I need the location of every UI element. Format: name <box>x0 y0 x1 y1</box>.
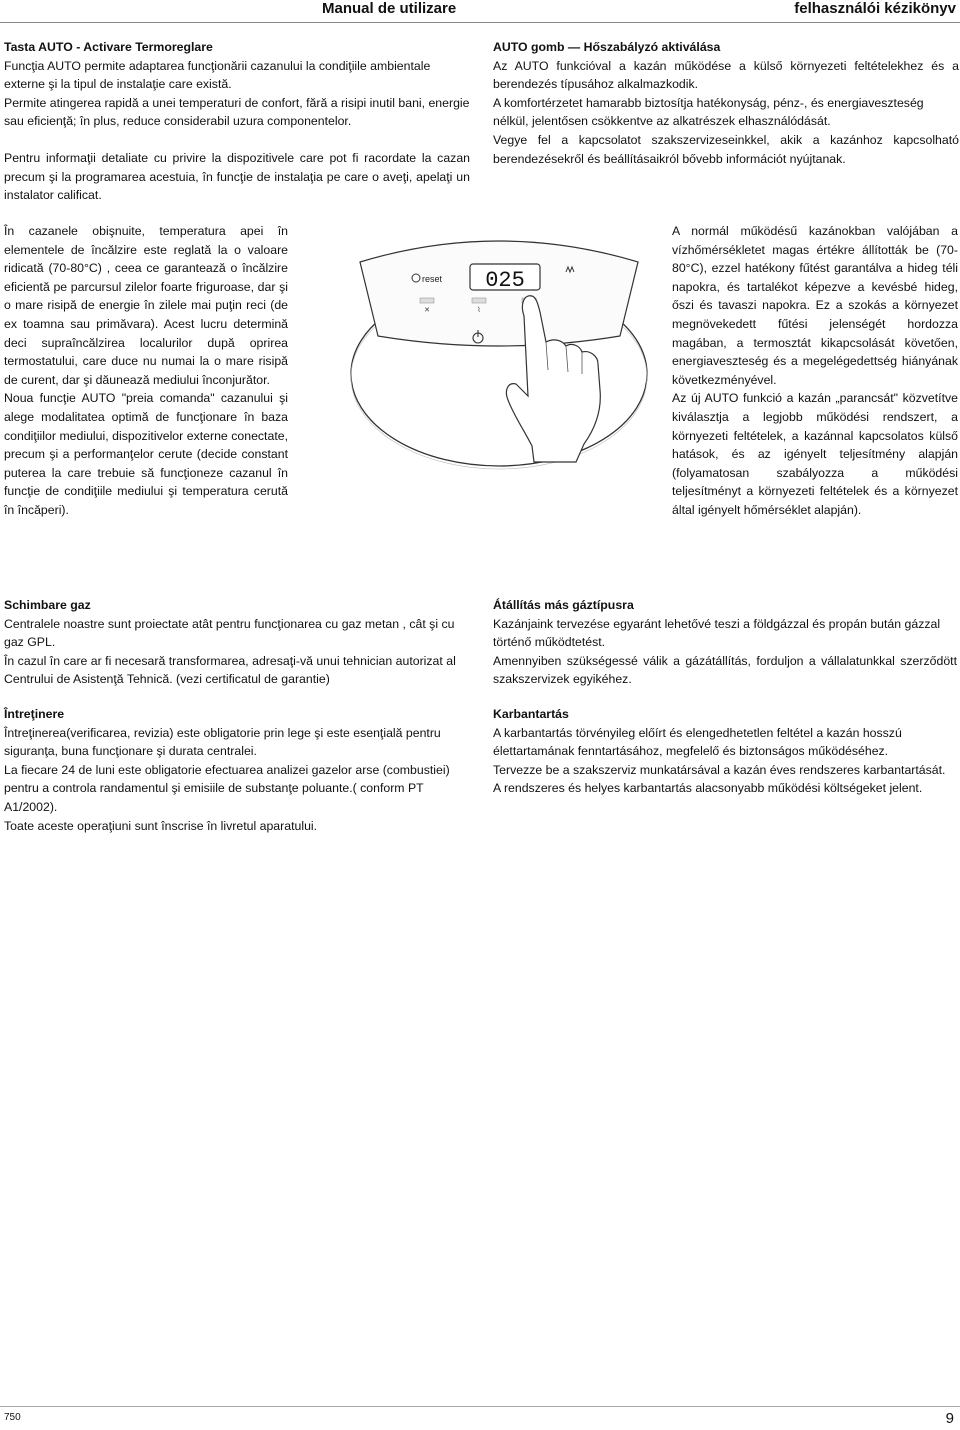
hu-maintenance-paragraph-2: Tervezze be a szakszerviz munkatársával a kazán éves rendszeres karbantartását. <box>493 762 946 777</box>
hu-auto-paragraph-3: Vegye fel a kapcsolatot szakszervizeseinkkel, akik a kazánhoz kapcsolható berendezésekről és beállításaikról bővebb információt nyújtanak. <box>493 132 959 166</box>
header-title-ro: Manual de utilizare <box>322 0 457 17</box>
ro-auto-paragraph-2: Permite atingerea rapidă a unei temperaturi de confort, fără a risipi inutil bani, energie sau eficienţă; în plus, reduce considerabil uzura componentelor. <box>4 95 470 129</box>
panel-top <box>360 241 638 346</box>
hu-auto-paragraph-2: A komfortérzetet hamarabb biztosítja hatékonyság, pénz-, és energiaveszteség nélkül, jelentősen csökkentve az alkatrészek elhasználódását. <box>493 95 924 129</box>
ro-maintenance-paragraph-1: Întreţinerea(verificarea, revizia) este obligatorie prin lege şi este esenţială pentru siguranţa, buna funcţionare şi durata centralei. <box>4 725 441 759</box>
ro-middle-section <box>4 222 288 520</box>
footer-model: 750 <box>4 1412 21 1423</box>
control-panel-illustration <box>348 224 650 470</box>
ro-service-section <box>4 596 466 835</box>
hu-gas-paragraph-2: Amennyiben szükségessé válik a gázátállítás, forduljon a vállalatunkkal szerződött szakszervizek egyikéhez. <box>493 653 957 687</box>
page-number: 9 <box>945 1410 954 1427</box>
ro-maintenance-title: Întreţinere <box>4 706 65 721</box>
hu-auto-paragraph-1: Az AUTO funkcióval a kazán működése a külső környezeti feltételekhez és a berendezés típusához alkalmazkodik. <box>493 58 959 92</box>
tap-icon: ⌇ <box>477 306 481 314</box>
page-header <box>0 0 960 24</box>
header-title-hu: felhasználói kézikönyv <box>794 0 956 17</box>
ro-maintenance-paragraph-3: Toate aceste operaţiuni sunt înscrise în livretul aparatului. <box>4 818 318 833</box>
hu-maintenance-title: Karbantartás <box>493 706 569 721</box>
hu-auto-title: AUTO gomb — Hőszabályzó aktiválása <box>493 40 721 54</box>
ro-auto-paragraph-3: Pentru informaţii detaliate cu privire la dispozitivele care pot fi racordate la cazan precum şi la programarea acestuia, în funcţie de instalaţia pe care o aveţi, apelaţi un instalator calificat. <box>4 150 470 203</box>
ro-auto-title: Tasta AUTO - Activare Termoreglare <box>4 40 213 54</box>
control-panel-svg <box>348 224 650 470</box>
ro-gas-paragraph-2: În cazul în care ar fi necesară transformarea, adresaţi-vă unui tehnician autorizat al Centrului de Asistenţă Tehnică. (vezi certificatul de garantie) <box>4 653 456 687</box>
flame-icon: ✕ <box>424 306 430 314</box>
hu-gas-paragraph-1: Kazánjaink tervezése egyaránt lehetővé teszi a földgázzal és propán bután gázzal történő működtetést. <box>493 616 941 650</box>
reset-label: reset <box>422 274 443 284</box>
indicator-left <box>420 298 434 303</box>
ro-auto-paragraph-1: Funcţia AUTO permite adaptarea funcţionării cazanului la condiţiile ambientale externe şi la tipul de instalaţie care există. <box>4 58 431 92</box>
hu-service-section <box>493 596 957 798</box>
hu-maintenance-paragraph-3: A rendszeres és helyes karbantartás alacsonyabb működési költségeket jelent. <box>493 781 923 796</box>
ro-middle-paragraph-1: În cazanele obişnuite, temperatura apei în elementele de încălzire este reglată la o valoare ridicată (70-80°C) , ceea ce garantează o încălzire eficientă pe parcursul zilelor foarte friguroase, dar şi o mare risipă de energie în zilele mai puţin reci (de ex toamna sau primăvara). Acest lucru determină deci supraîncălzirea localurilor după oprirea termostatului, care duce nu numai la o mare risipă de curent, dar şi dăunează mediului înconjurător. <box>4 224 288 387</box>
ro-maintenance-paragraph-2: La fiecare 24 de luni este obligatorie efectuarea analizei gazelor arse (combustiei) pentru a controla randamentul şi emisiile de substanţe poluante.( conform PT A1/2002). <box>4 762 450 814</box>
hu-auto-section <box>493 38 959 168</box>
header-divider <box>0 22 960 23</box>
ro-middle-paragraph-2: Noua funcţie AUTO "preia comanda" cazanului şi alege modalitatea optimă de funcţionare în baza condiţiilor mediului, dispozitivelor externe conectate, precum şi a performanţelor cerute (decide constant puterea la care trebuie să funcţioneze cazanul în funcţie de condiţiile mediului şi temperatura cerută în încăperi). <box>4 391 288 517</box>
ro-gas-paragraph-1: Centralele noastre sunt proiectate atât pentru funcţionarea cu gaz metan , cât şi cu gaz GPL. <box>4 616 455 650</box>
hu-middle-paragraph-2: Az új AUTO funkció a kazán „parancsát" közvetítve kiválasztja a legjobb működési rendszert, a környezeti feltételek, a kazánnal kapcsolatos külső hatások, és az igényelt teljesítmény alapján (folyamatosan szabályozza a működési teljesítményt a környezeti feltételek és a környezet által igényelt hőmérséklet alapján). <box>672 391 958 517</box>
hu-gas-title: Átállítás más gáztípusra <box>493 598 634 612</box>
lcd-value: 025 <box>485 268 525 293</box>
indicator-middle <box>472 298 486 303</box>
ro-auto-section <box>4 38 470 205</box>
footer-divider <box>0 1406 960 1407</box>
hu-maintenance-paragraph-1: A karbantartás törvényileg előírt és elengedhetetlen feltétel a kazán hosszú élettartamának fenntartásához, megfelelő és biztonságos működéséhez. <box>493 725 902 759</box>
hu-middle-paragraph-1: A normál működésű kazánokban valójában a vízhőmérsékletet magas értékre állították be (70-80°C), ezzel hatékony fűtést garantálva a hideg téli napokra, és tartalékot képezve a kevésbé hideg, őszi és tavaszi napokra. Ez a szokás a környezet megnövekedett fűtési jelenségét hordozza magában, a termosztát kikapcsolását követően, energiaveszteség és a megelégedettség hiányának következményével. <box>672 224 958 387</box>
hu-middle-section <box>672 222 958 520</box>
ro-gas-title: Schimbare gaz <box>4 598 91 612</box>
